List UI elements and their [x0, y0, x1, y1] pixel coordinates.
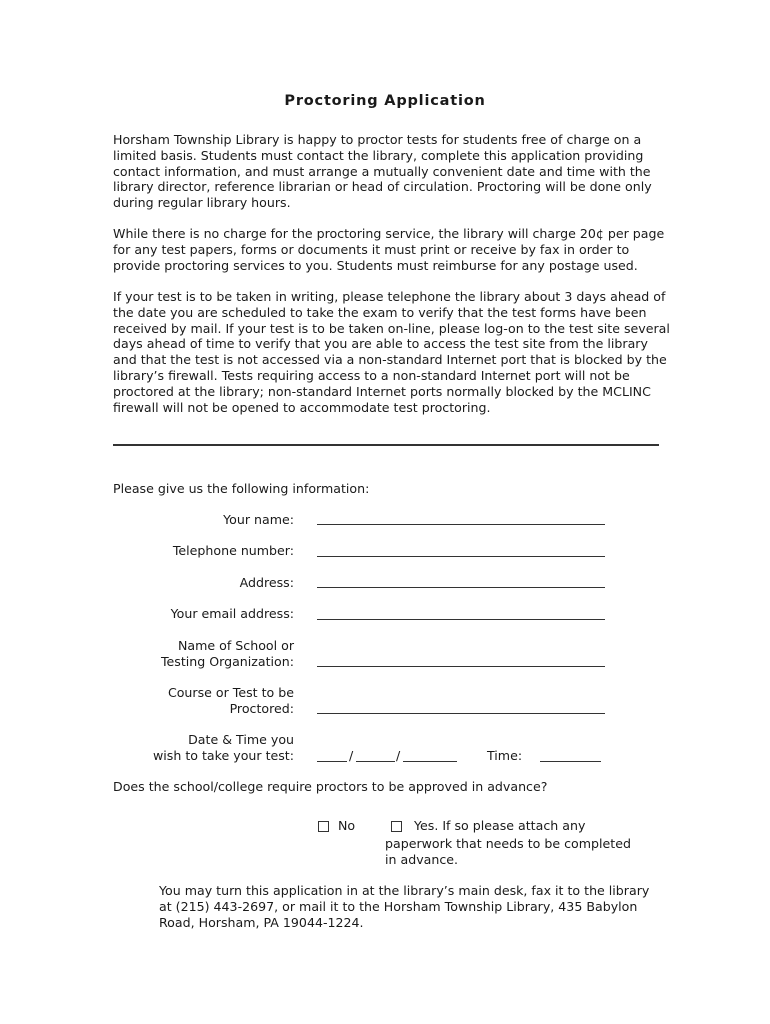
page-title: Proctoring Application [284, 93, 486, 109]
school-field[interactable] [317, 666, 605, 667]
fee-paragraph: While there is no charge for the proctoring service, the library will charge 20¢ per page for any test papers, forms or documents it must print or receive by fax in order to provide proctoring services to you. Students must reimburse for any postage used. [113, 226, 665, 273]
test-instructions-paragraph: If your test is to be taken in writing, please telephone the library about 3 days ahead of the date you are scheduled to take the exam to verify that the test forms have been received by mail. If your test is to be taken on-line, please log-on to the test site several days ahead of time to verify that you are able to access the test site from the library and that the test is not accessed via a non-standard Internet port that is blocked by the library’s firewall. Tests requiring access to a non-standard Internet port will not be proctored at the library; non-standard Internet ports normally blocked by the MCLINC firewall will not be opened to accommodate test proctoring. [113, 289, 670, 415]
date-separator: / [396, 748, 401, 763]
approval-question: Does the school/college require proctors to be approved in advance? [113, 779, 548, 794]
address-field[interactable] [317, 587, 605, 588]
yes-option-label: Yes. If so please attach any [414, 818, 586, 833]
telephone-label: Telephone number: [172, 543, 294, 558]
telephone-field[interactable] [317, 556, 605, 557]
intro-paragraph: Horsham Township Library is happy to proctor tests for students free of charge on a limited basis. Students must contact the library, complete this application providing contact information, and must arrange a mutually convenient date and time with the library director, reference librarian or head of circulation. Proctoring will be done only during regular library hours. [113, 132, 652, 211]
yes-option-note: paperwork that needs to be completed in advance. [385, 836, 631, 867]
no-option-label: No [338, 818, 356, 833]
datetime-label: Date & Time you wish to take your test: [153, 732, 294, 763]
time-field[interactable] [540, 761, 601, 762]
section-divider [113, 444, 659, 446]
school-label: Name of School or Testing Organization: [160, 638, 294, 669]
year-field[interactable] [403, 761, 457, 762]
name-field[interactable] [317, 524, 605, 525]
email-field[interactable] [317, 619, 605, 620]
email-label: Your email address: [170, 606, 294, 621]
time-label: Time: [487, 748, 523, 763]
form-intro: Please give us the following information: [113, 481, 370, 496]
address-label: Address: [239, 575, 294, 590]
day-field[interactable] [356, 761, 395, 762]
date-separator: / [349, 748, 354, 763]
course-label: Course or Test to be Proctored: [167, 685, 294, 716]
closing-paragraph: You may turn this application in at the library’s main desk, fax it to the library at (215) 443-2697, or mail it to the Horsham Township Library, 435 Babylon Road, Horsham, PA 19044-1224. [159, 883, 650, 930]
name-label: Your name: [223, 512, 294, 527]
course-field[interactable] [317, 713, 605, 714]
yes-checkbox[interactable] [391, 821, 402, 832]
month-field[interactable] [317, 761, 347, 762]
no-checkbox[interactable] [318, 821, 329, 832]
